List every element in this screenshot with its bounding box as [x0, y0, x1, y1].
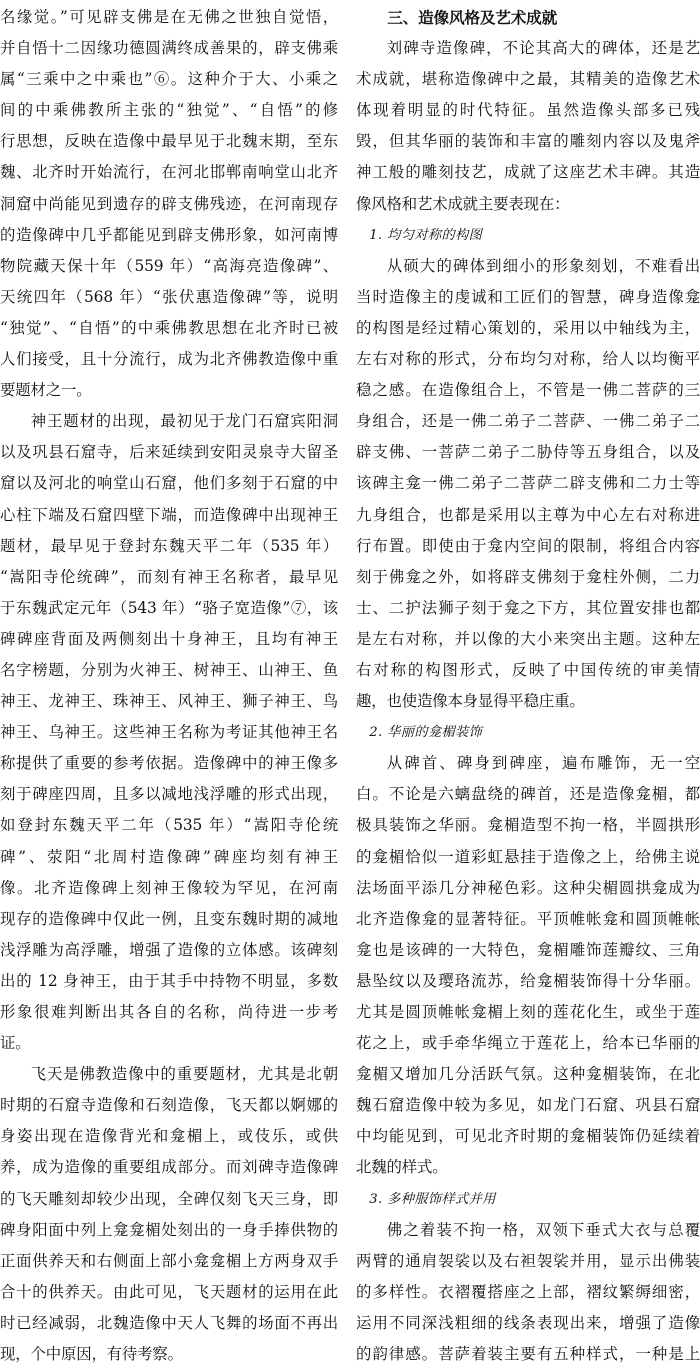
text-line: 该碑主龛一佛二弟子二菩萨二辟支佛和二力士等: [356, 474, 700, 493]
paragraph-end-line: 要题材之一。: [0, 381, 92, 400]
text-line: “嵩阳寺伦统碑”，而刻有神王名称者，最早见: [0, 567, 338, 586]
text-line: 魏、北齐时开始流行，在河北邯郸南响堂山北齐: [0, 163, 338, 182]
text-line: 白。不论是六螭盘绕的碑首，还是造像龛楣，都: [356, 785, 700, 804]
text-line: 天统四年（568 年）“张伏惠造像碑”等，说明: [0, 287, 338, 306]
paragraph-start-line: 飞天是佛教造像中的重要题材，尤其是北朝: [30, 1065, 338, 1084]
text-line: 形象很难判断出其各自的名称，尚待进一步考: [0, 1003, 338, 1021]
paragraph-start-line: 刘碑寺造像碑，不论其高大的碑体，还是艺: [386, 39, 700, 58]
text-line: 心柱下端及石窟四壁下端，而造像碑中出现神王: [0, 505, 338, 524]
text-line: 神王、乌神王。这些神王名称为考证其他神王名: [0, 723, 338, 742]
text-line: 的龛楣恰似一道彩虹悬挂于造像之上，给佛主说: [356, 847, 700, 866]
text-line: 窟以及河北的响堂山石窟，他们多刻于石窟的中: [0, 474, 338, 493]
text-line: 间的中乘佛教所主张的“独觉”、“自悟”的修: [0, 101, 338, 120]
subheading: 1. 均匀对称的构图: [369, 227, 483, 243]
paragraph-end-line: 像风格和艺术成就主要表现在：: [356, 194, 570, 213]
text-line: 身组合，还是一佛二弟子二菩萨、一佛二弟子二: [356, 412, 700, 431]
text-line: 花之上，或手牵华绳立于莲花上，给本已华丽的: [356, 1034, 700, 1053]
section-heading: 三、造像风格及艺术成就: [387, 8, 558, 27]
paragraph-start-line: 神王题材的出现，最初见于龙门石窟宾阳洞: [30, 412, 338, 431]
text-line: 神工般的雕刻技艺，成就了这座艺术丰碑。其造: [356, 163, 700, 182]
text-line: 现存的造像碑中仅此一例，且变东魏时期的减地: [0, 909, 338, 928]
text-line: 当时造像主的虔诚和工匠们的智慧，碑身造像龛: [356, 287, 700, 306]
text-line: 毁，但其华丽的装饰和丰富的雕刻内容以及鬼斧: [356, 132, 700, 151]
text-line: 中均能见到，可见北齐时期的龛楣装饰仍延续着: [356, 1127, 700, 1146]
text-line: 极具装饰之华丽。龛楣造型不拘一格，半圆拱形: [356, 816, 700, 835]
text-line: 神王、龙神王、珠神王、风神王、狮子神王、鸟: [0, 692, 338, 711]
text-line: 于东魏武定元年（543 年）“骆子宽造像”⑦，该: [0, 598, 338, 617]
text-line: 称提供了重要的参考依据。造像碑中的神王像多: [0, 754, 338, 773]
left-column: [0, 2, 338, 1370]
text-line: 正面供养天和右侧面上部小龛龛楣上方两身双手: [0, 1251, 338, 1270]
text-line: 洞窟中尚能见到遗存的辟支佛残迹，在河南现存: [0, 194, 338, 213]
text-line: 尤其是圆顶帷帐龛楣上刻的莲花化生，或坐于莲: [356, 1003, 700, 1021]
text-line: 法场面平添几分神秘色彩。这种尖楣圆拱龛成为: [356, 878, 700, 897]
text-line: 浅浮雕为高浮雕，增强了造像的立体感。该碑刻: [0, 940, 338, 959]
text-line: 九身组合，也都是采用以主尊为中心左右对称进: [356, 505, 700, 524]
text-line: 龛也是该碑的一大特色，龛楣雕饰莲瓣纹、三角: [356, 940, 700, 959]
paragraph-start-line: 从硕大的碑体到细小的形象刻划，不难看出: [386, 256, 700, 275]
text-line: 时已经减弱，北魏造像中天人飞舞的场面不再出: [0, 1313, 338, 1332]
text-line: 养，成为造像的重要组成部分。而刘碑寺造像碑: [0, 1158, 338, 1177]
text-line: 人们接受，且十分流行，成为北齐佛教造像中重: [0, 350, 338, 369]
paragraph-start-line: 佛之着装不拘一格，双领下垂式大衣与总覆: [386, 1220, 700, 1239]
text-line: “独觉”、“自悟”的中乘佛教思想在北齐时已被: [0, 318, 338, 337]
subheading: 2. 华丽的龛楣装饰: [369, 725, 483, 741]
text-line: 的飞天雕刻却较少出现，全碑仅刻飞天三身，即: [0, 1189, 338, 1208]
text-line: 身姿出现在造像背光和龛楣上，或伎乐，或供: [0, 1127, 338, 1146]
text-line: 的造像碑中几乎都能见到辟支佛形象，如河南博: [0, 225, 338, 244]
text-line: 出的 12 身神王，由于其手中持物不明显，多数: [0, 971, 338, 990]
text-line: 的构图是经过精心策划的，采用以中轴线为主，: [356, 318, 700, 337]
text-line: 左右对称的形式，分布均匀对称，给人以均衡平: [356, 350, 700, 369]
text-line: 的多样性。衣褶覆搭座之上部，褶纹繁缛细密，: [356, 1282, 700, 1301]
text-line: 悬坠纹以及璎珞流苏，给龛楣装饰得十分华丽。: [356, 971, 700, 990]
text-line: 碑身阳面中列上龛龛楣处刻出的一身手捧供物的: [0, 1220, 338, 1239]
text-line: 行布置。即使由于龛内空间的限制，将组合内容: [356, 536, 700, 555]
text-line: 右对称的构图形式，反映了中国传统的审美情: [356, 660, 700, 679]
text-line: 辟支佛、一菩萨二弟子二胁侍等五身组合，以及: [356, 443, 700, 462]
text-line: 刻于碑座四周，且多以减地浅浮雕的形式出现，: [0, 785, 338, 804]
text-line: 运用不同深浅粗细的线条表现出来，增强了造像: [356, 1313, 700, 1332]
text-line: 的韵律感。菩萨着装主要有五种样式，一种是上: [356, 1345, 700, 1364]
text-line: 是左右对称，并以像的大小来突出主题。这种左: [356, 629, 700, 648]
paragraph-end-line: 北魏的样式。: [356, 1158, 448, 1177]
text-line: 两臂的通肩袈裟以及右袒袈裟并用，显示出佛装: [356, 1251, 700, 1270]
text-line: 北齐造像龛的显著特征。平顶帷帐龛和圆顶帷帐: [356, 909, 700, 928]
paragraph-end-line: 证。: [0, 1034, 31, 1053]
paragraph-end-line: 现，个中原因，有待考察。: [0, 1345, 183, 1364]
text-line: 题材，最早见于登封东魏天平二年（535 年）: [0, 536, 338, 555]
text-line: 像。北齐造像碑上刻神王像较为罕见，在河南: [0, 878, 338, 897]
text-line: 并自悟十二因缘功德圆满终成善果的，辟支佛乘: [0, 39, 338, 58]
text-line: 稳之感。在造像组合上，不管是一佛二菩萨的三: [356, 381, 700, 400]
text-line: 名字榜题，分别为火神王、树神王、山神王、鱼: [0, 660, 338, 679]
paragraph-start-line: 从碑首、碑身到碑座，遍布雕饰，无一空: [386, 754, 700, 773]
text-line: 魏石窟造像中较为多见，如龙门石窟、巩县石窟: [356, 1096, 700, 1115]
paragraph-end-line: 趣，也使造像本身显得平稳庄重。: [356, 692, 585, 711]
text-line: 合十的供养天。由此可见，飞天题材的运用在此: [0, 1282, 338, 1301]
text-line: 士、二护法狮子刻于龛之下方，其位置安排也都: [356, 598, 700, 617]
text-line: 如登封东魏天平二年（535 年）“嵩阳寺伦统: [0, 816, 338, 835]
text-line: 术成就，堪称造像碑中之最，其精美的造像艺术: [356, 70, 700, 89]
text-line: 刻于佛龛之外，如将辟支佛刻于龛柱外侧，二力: [356, 567, 700, 586]
text-line: 名缘觉。”可见辟支佛是在无佛之世独自觉悟，: [0, 8, 338, 26]
text-line: 物院藏天保十年（559 年）“高海亮造像碑”、: [0, 256, 338, 275]
text-line: 体现着明显的时代特征。虽然造像头部多已残: [356, 101, 700, 120]
text-line: 时期的石窟寺造像和石刻造像，飞天都以婀娜的: [0, 1096, 338, 1115]
text-line: 以及巩县石窟寺，后来延续到安阳灵泉寺大留圣: [0, 443, 338, 462]
text-line: 龛楣又增加几分活跃气氛。这种龛楣装饰，在北: [356, 1065, 700, 1084]
text-line: 属“三乘中之中乘也”⑥。这种介于大、小乘之: [0, 70, 338, 89]
text-line: 碑碑座背面及两侧刻出十身神王，且均有神王: [0, 629, 338, 648]
text-line: 行思想，反映在造像中最早见于北魏末期，至东: [0, 132, 338, 151]
text-line: 碑”、荥阳“北周村造像碑”碑座均刻有神王: [0, 847, 338, 866]
subheading: 3. 多种服饰样式并用: [369, 1191, 496, 1207]
right-column: [356, 2, 700, 1370]
